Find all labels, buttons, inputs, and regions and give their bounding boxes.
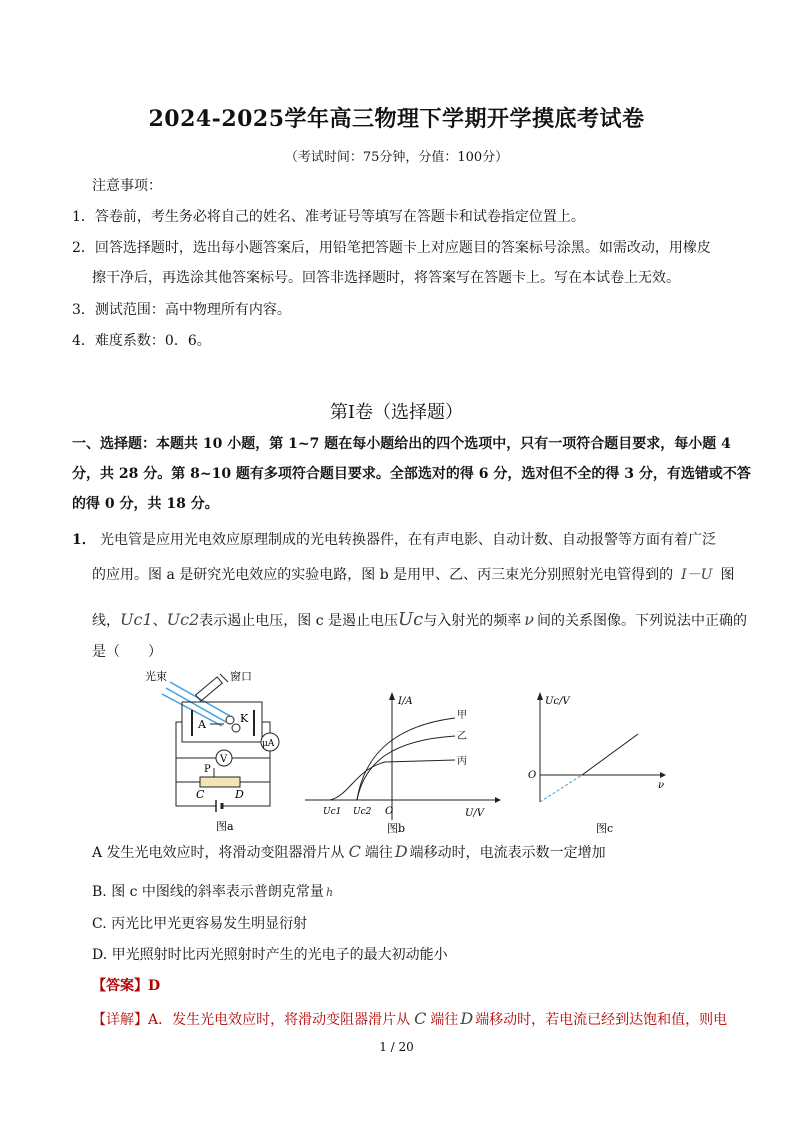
light-rays xyxy=(162,682,230,726)
curve-yi xyxy=(357,736,455,800)
question-line-2 xyxy=(92,565,734,585)
anode-label: A xyxy=(198,718,206,731)
label-jia: 甲 xyxy=(457,710,467,721)
terminal-c-label: C xyxy=(196,788,205,801)
question-line-4: 是（ ） xyxy=(92,644,162,660)
question-text: 间的关系图像。下列说法中正确的 xyxy=(537,613,747,629)
question-text: 线， xyxy=(92,613,120,629)
figure-c-caption: 图c xyxy=(596,822,614,835)
exam-info: （考试时间：75分钟，分值：100分） xyxy=(284,150,509,165)
figure-b-iu-curves xyxy=(305,690,505,838)
slider-label: P xyxy=(204,764,211,775)
figure-a-caption: 图a xyxy=(216,820,234,833)
window-shape xyxy=(196,674,228,701)
battery xyxy=(196,800,240,812)
symbol-c: C xyxy=(348,842,361,861)
question-text: 表示遏止电压，图 c 是遏止电压 xyxy=(199,613,398,629)
c-xlabel: ν xyxy=(658,780,665,791)
answer-line: 【答案】D xyxy=(92,978,161,994)
question-text: 的应用。图 a 是研究光电效应的实验电路，图 b 是用甲、乙、丙三束光分别照射光电管得到的 xyxy=(92,567,674,583)
symbol-d: D xyxy=(460,1009,474,1028)
detail-text: 端移动时，若电流已经到达饱和值，则电 xyxy=(475,1012,728,1028)
page-number: 1 / 20 xyxy=(379,1040,414,1054)
symbol-c: C xyxy=(414,1009,427,1028)
question-line-1: 光电管是应用光电效应原理制成的光电转换器件，在有声电影、自动计数、自动报警等方面有着广泛 xyxy=(100,532,716,548)
b-origin: O xyxy=(385,806,394,817)
c-origin: O xyxy=(528,770,537,781)
notice-item-4: 4．难度系数：0．6。 xyxy=(72,333,211,349)
cathode-label: K xyxy=(240,712,249,725)
option-c: C. 丙光比甲光更容易发生明显衍射 xyxy=(92,916,308,932)
section-intro-3: 的得 0 分，共 18 分。 xyxy=(72,496,219,512)
question-text: 图 xyxy=(720,567,735,583)
phototube xyxy=(182,702,262,742)
option-text: A 发生光电效应时，将滑动变阻器滑片从 xyxy=(92,845,345,861)
b-ylabel: I/A xyxy=(398,696,413,707)
notice-item-1: 1．答卷前，考生务必将自己的姓名、准考证号等填写在答题卡和试卷指定位置上。 xyxy=(72,209,585,225)
option-a xyxy=(92,842,606,863)
label-bing: 丙 xyxy=(457,756,467,767)
detail-text: A．发生光电效应时，将滑动变阻器滑片从 xyxy=(148,1012,411,1028)
option-b xyxy=(92,882,333,903)
c-ylabel: Uc/V xyxy=(545,696,570,707)
question-text: 与入射光的频率 xyxy=(423,613,522,629)
notice-item-3: 3．测试范围：高中物理所有内容。 xyxy=(72,302,291,318)
option-text: 端移动时，电流表示数一定增加 xyxy=(409,845,606,861)
notice-item-2: 2．回答选择题时，选出每小题答案后，用铅笔把答题卡上对应题目的答案标号涂黑。如需改动，用橡皮 xyxy=(72,240,711,256)
iu-symbol: I－U xyxy=(681,567,713,583)
symbol-d: D xyxy=(394,842,408,861)
option-text: 端往 xyxy=(364,845,393,861)
label-yi: 乙 xyxy=(457,731,467,742)
nu-symbol: ν xyxy=(524,610,534,629)
b-uc1: Uc1 xyxy=(323,807,342,817)
b-uc2: Uc2 xyxy=(353,807,372,817)
notice-item-2-cont: 擦干净后，再选涂其他答案标号。回答非选择题时，将答案写在答题卡上。写在本试卷上无效。 xyxy=(92,270,680,286)
section-intro-1: 一、选择题：本题共 10 小题，第 1~7 题在每小题给出的四个选项中，只有一项符合题目要求，每小题 4 xyxy=(72,436,731,452)
uc2-symbol: Uc2 xyxy=(166,610,200,629)
notice-heading: 注意事项： xyxy=(92,178,162,194)
figure-b-caption: 图b xyxy=(387,822,406,835)
uc-line xyxy=(582,734,638,775)
question-line-3 xyxy=(92,610,747,631)
detail-label: 【详解】 xyxy=(92,1012,148,1028)
question-number: 1． xyxy=(72,532,96,548)
terminal-d-label: D xyxy=(235,788,244,801)
voltmeter-label: V xyxy=(220,754,228,765)
section-intro-2: 分，共 28 分。第 8~10 题有多项符合题目要求。全部选对的得 6 分，选对但不全的得 3 分，有选错或不答 xyxy=(72,466,751,482)
detail-text: 端往 xyxy=(430,1012,459,1028)
window-label: 窗口 xyxy=(230,670,252,683)
detail-line xyxy=(92,1009,727,1030)
microammeter-label: μA xyxy=(262,739,275,749)
uc-line-extension xyxy=(540,775,582,802)
option-text: B. 图 c 中图线的斜率表示普朗克常量 xyxy=(92,884,324,900)
beam-label: 光束 xyxy=(145,670,167,683)
symbol-h: h xyxy=(325,886,334,899)
page-title: 2024-2025学年高三物理下学期开学摸底考试卷 xyxy=(148,106,645,132)
b-xlabel: U/V xyxy=(465,808,485,819)
rheostat xyxy=(200,777,240,787)
section-title: 第Ⅰ卷（选择题） xyxy=(329,402,464,423)
uc-symbol: Uc xyxy=(398,609,424,630)
figure-c-uc-nu xyxy=(520,690,670,838)
question-text: 、 xyxy=(152,613,167,629)
figure-a-circuit xyxy=(140,668,290,838)
uc1-symbol: Uc1 xyxy=(120,610,153,629)
curve-jia xyxy=(357,718,455,800)
option-d: D. 甲光照射时比丙光照射时产生的光电子的最大初动能小 xyxy=(92,947,448,963)
